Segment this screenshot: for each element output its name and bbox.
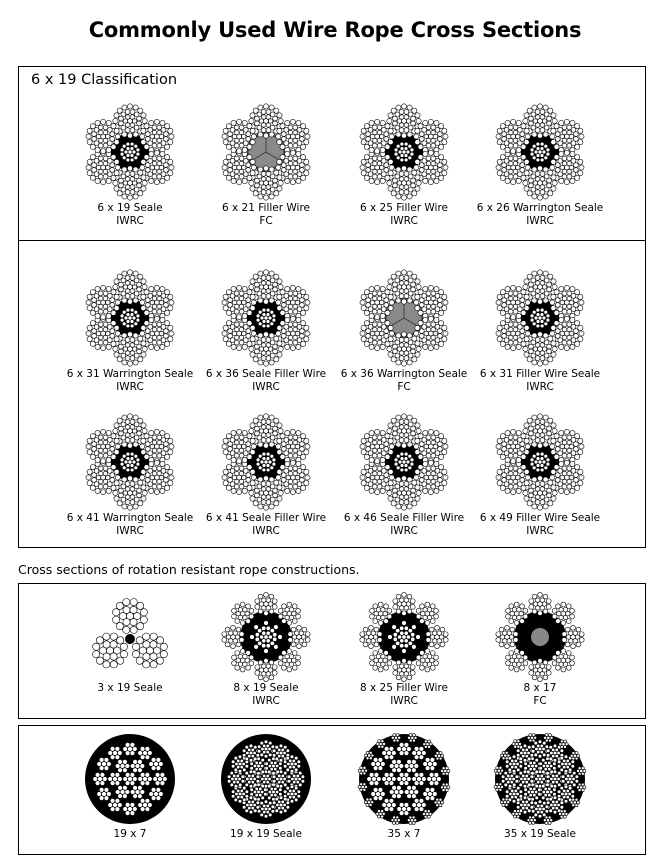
rope-6x21-filler-wire xyxy=(196,102,336,228)
rope-core: IWRC xyxy=(116,215,144,227)
wire-rope-cross-section-icon xyxy=(216,102,316,202)
wire-rope-cross-section-icon xyxy=(80,412,180,512)
rope-label: 35 x 7 xyxy=(387,828,421,840)
wire-rope-cross-section-icon xyxy=(80,592,180,682)
rope-core: IWRC xyxy=(526,215,554,227)
rope-6x41-warrington-seale xyxy=(60,412,200,538)
rope-core: IWRC xyxy=(116,525,144,537)
rope-19x19-seale xyxy=(196,730,336,841)
rope-label: 6 x 36 Seale Filler Wire xyxy=(205,368,327,380)
rope-core: FC xyxy=(397,381,411,393)
rope-label: 6 x 46 Seale Filler Wire xyxy=(343,512,465,524)
rope-label: 6 x 31 Warrington Seale xyxy=(66,368,194,380)
wire-rope-cross-section-icon xyxy=(80,102,180,202)
rotation-caption: Cross sections of rotation resistant rope constructions. xyxy=(18,562,360,577)
wire-rope-cross-section-icon xyxy=(80,268,180,368)
rope-8x25-filler-wire xyxy=(334,592,474,708)
rope-6x36-warrington-seale xyxy=(334,268,474,394)
rope-core: IWRC xyxy=(390,695,418,707)
rope-label: 3 x 19 Seale xyxy=(97,682,163,694)
wire-rope-cross-section-icon xyxy=(490,268,590,368)
wire-rope-cross-section-icon xyxy=(354,730,454,828)
rope-6x31-filler-wire-seale xyxy=(470,268,610,394)
rope-6x25-filler-wire xyxy=(334,102,474,228)
rope-core: IWRC xyxy=(252,381,280,393)
rope-6x31-warrington-seale xyxy=(60,268,200,394)
rope-label: 6 x 41 Seale Filler Wire xyxy=(205,512,327,524)
rope-6x41-seale-filler-wire xyxy=(196,412,336,538)
rope-6x19-seale xyxy=(60,102,200,228)
rope-8x19-seale xyxy=(196,592,336,708)
rope-6x26-warrington-seale xyxy=(470,102,610,228)
rope-label: 19 x 19 Seale xyxy=(230,828,302,840)
rope-label: 8 x 17 xyxy=(523,682,557,694)
rope-label: 6 x 19 Seale xyxy=(97,202,163,214)
panel-heading: 6 x 19 Classification xyxy=(31,72,178,88)
rope-core: IWRC xyxy=(390,525,418,537)
rope-core: FC xyxy=(533,695,547,707)
wire-rope-cross-section-icon xyxy=(216,412,316,512)
rope-19x7 xyxy=(60,730,200,841)
rope-core: IWRC xyxy=(252,525,280,537)
rope-3x19-seale xyxy=(60,592,200,695)
rope-core: IWRC xyxy=(252,695,280,707)
rope-35x7 xyxy=(334,730,474,841)
wire-rope-cross-section-icon xyxy=(216,730,316,828)
wire-rope-cross-section-icon xyxy=(216,268,316,368)
rope-core: IWRC xyxy=(526,381,554,393)
wire-rope-cross-section-icon xyxy=(490,412,590,512)
rope-label: 8 x 19 Seale xyxy=(233,682,299,694)
rope-label: 6 x 21 Filler Wire xyxy=(221,202,311,214)
rope-label: 6 x 31 Filler Wire Seale xyxy=(479,368,601,380)
rope-label: 8 x 25 Filler Wire xyxy=(359,682,449,694)
rope-core: FC xyxy=(259,215,273,227)
rope-label: 6 x 26 Warrington Seale xyxy=(476,202,604,214)
rope-label: 6 x 25 Filler Wire xyxy=(359,202,449,214)
wire-rope-cross-section-icon xyxy=(490,102,590,202)
page-title: Commonly Used Wire Rope Cross Sections xyxy=(88,18,582,42)
rope-6x36-seale-filler-wire xyxy=(196,268,336,394)
rope-35x19-seale xyxy=(470,730,610,841)
wire-rope-cross-section-icon xyxy=(354,268,454,368)
rope-core: IWRC xyxy=(526,525,554,537)
rope-6x46-seale-filler-wire xyxy=(334,412,474,538)
rope-label: 6 x 41 Warrington Seale xyxy=(66,512,194,524)
wire-rope-cross-section-icon xyxy=(216,592,316,682)
rope-label: 6 x 36 Warrington Seale xyxy=(340,368,468,380)
rope-8x17 xyxy=(470,592,610,708)
rope-label: 35 x 19 Seale xyxy=(504,828,576,840)
wire-rope-cross-section-icon xyxy=(490,730,590,828)
rope-label: 6 x 49 Filler Wire Seale xyxy=(479,512,601,524)
wire-rope-cross-section-icon xyxy=(354,102,454,202)
wire-rope-cross-section-icon xyxy=(354,412,454,512)
rope-label: 19 x 7 xyxy=(113,828,147,840)
wire-rope-cross-section-icon xyxy=(80,730,180,828)
wire-rope-cross-section-icon xyxy=(354,592,454,682)
rope-core: IWRC xyxy=(116,381,144,393)
rope-6x49-filler-wire-seale xyxy=(470,412,610,538)
rope-core: IWRC xyxy=(390,215,418,227)
wire-rope-cross-section-icon xyxy=(490,592,590,682)
